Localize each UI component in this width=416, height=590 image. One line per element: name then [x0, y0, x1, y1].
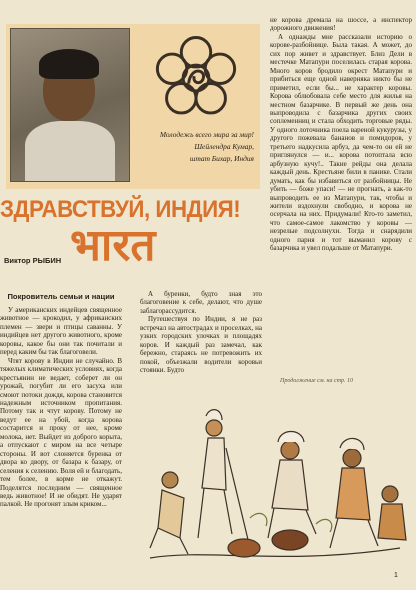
- portrait-photo: [10, 28, 130, 182]
- author-byline: Виктор РЫБИН: [4, 256, 62, 265]
- left-column: [0, 292, 122, 509]
- caption-signature-place: штат Бихар, Индия: [189, 154, 254, 163]
- caption-signature-name: Шейлендра Кумар,: [194, 142, 254, 151]
- paragraph: А однажды мне рассказали историю о корове-разбойнице. Была такая. А может, до сих пор живет и здравствует. Близ Дели в местечке Матапури поселилась старая корова. Много коров бродило окрест Матапури и прибиться еще одной наверняка никто бы не приметил, если бы... не характер коровы. Корова облюбовала себе место для жилья на местном базарчике. В первый же день она выпроводила с базарчика других своих соплеменниц и стала обходить торговые ряды. У одного лоточника поела вареной кукурузы, у другого пожевала бананов и помидоров, у третьего надкусила арбуз, да чем-то он ей не приглянулся — и... корова потоптала всю арбузную кучу!.. Такие рейды она делала каждый день. Крестьяне били в панике. Стали думать, как бы избавиться от разбойницы. Не убить — боже упаси! — не прогнать, а как-то выпроводить ее из Матапури, так, чтобы и жители вздохнули свободно, и корова не осерчала на них. Придумали! Кто-то заметил, что самое-самое лакомство у коровы — незрелые подсолнухи. Тогда и снарядили одного парня и тот выманил корову с базарчика и увел подальше от Матапури.: [270, 32, 412, 253]
- section-subtitle: Покровитель семьи и нации: [7, 292, 115, 301]
- continuation-note: Продолжение см. на стр. 10: [280, 378, 354, 384]
- paragraph: Путешествуя по Индии, я не раз встречал на автострадах и проселках, на узких городских улочках и площадях коров. И каждый раз замечал, как бережно, стараясь не потревожить их покой, объезжали водители коровьи стоянки. Будто: [140, 315, 262, 375]
- paragraph: не корова дремала на шоссе, а инспектор дорожного движения!: [270, 16, 412, 33]
- page-number: 1: [394, 572, 398, 579]
- paragraph: А буренки, будто зная это благоговение к себе, делают, что душе заблагорассудится.: [140, 290, 262, 315]
- caption-text: Молодежь всего мира за мир!: [159, 130, 254, 139]
- festival-emblem-icon: [150, 32, 242, 124]
- headline: ЗДРАВСТВУЙ, ИНДИЯ!: [0, 196, 241, 223]
- people-sketch-illustration: [140, 398, 414, 576]
- right-column: [270, 16, 412, 253]
- middle-column: [140, 290, 262, 375]
- paragraph: Чтят корову в Индии не случайно. В тяжелых климатических условиях, когда крестьянин не ведает, соберет ли он урожай, погубит ли его засуха или смоют потоки дождя, корова становится надежным источником пропитания. Потому так и чтут корову. Потому не ведут ее на убой, когда корова состарится и проку от нее, кроме молока, нет. Выйдет из доброго корыта, а отпускают с миром на все четыре стороны. И вот слоняется буренка от двора ко двору, от базара к базару, от селения к селению. Воля ей и благодать, тем более, в корме не откажут. Поделятся последним — священное ведь животное! И не обидят. Не ударят палкой. Не прогонят злым криком...: [0, 356, 122, 509]
- devanagari-title: [70, 220, 260, 266]
- photo-caption: [136, 130, 254, 164]
- devanagari-text: भारत: [70, 220, 156, 266]
- paragraph: У американских индейцев священное животное — крокодил, у африканских племен — звери и птицы саванны. У индийцев нет другого животного, кроме коровы, какое бы они так почитали и перед каким бы так благоговели.: [0, 306, 122, 357]
